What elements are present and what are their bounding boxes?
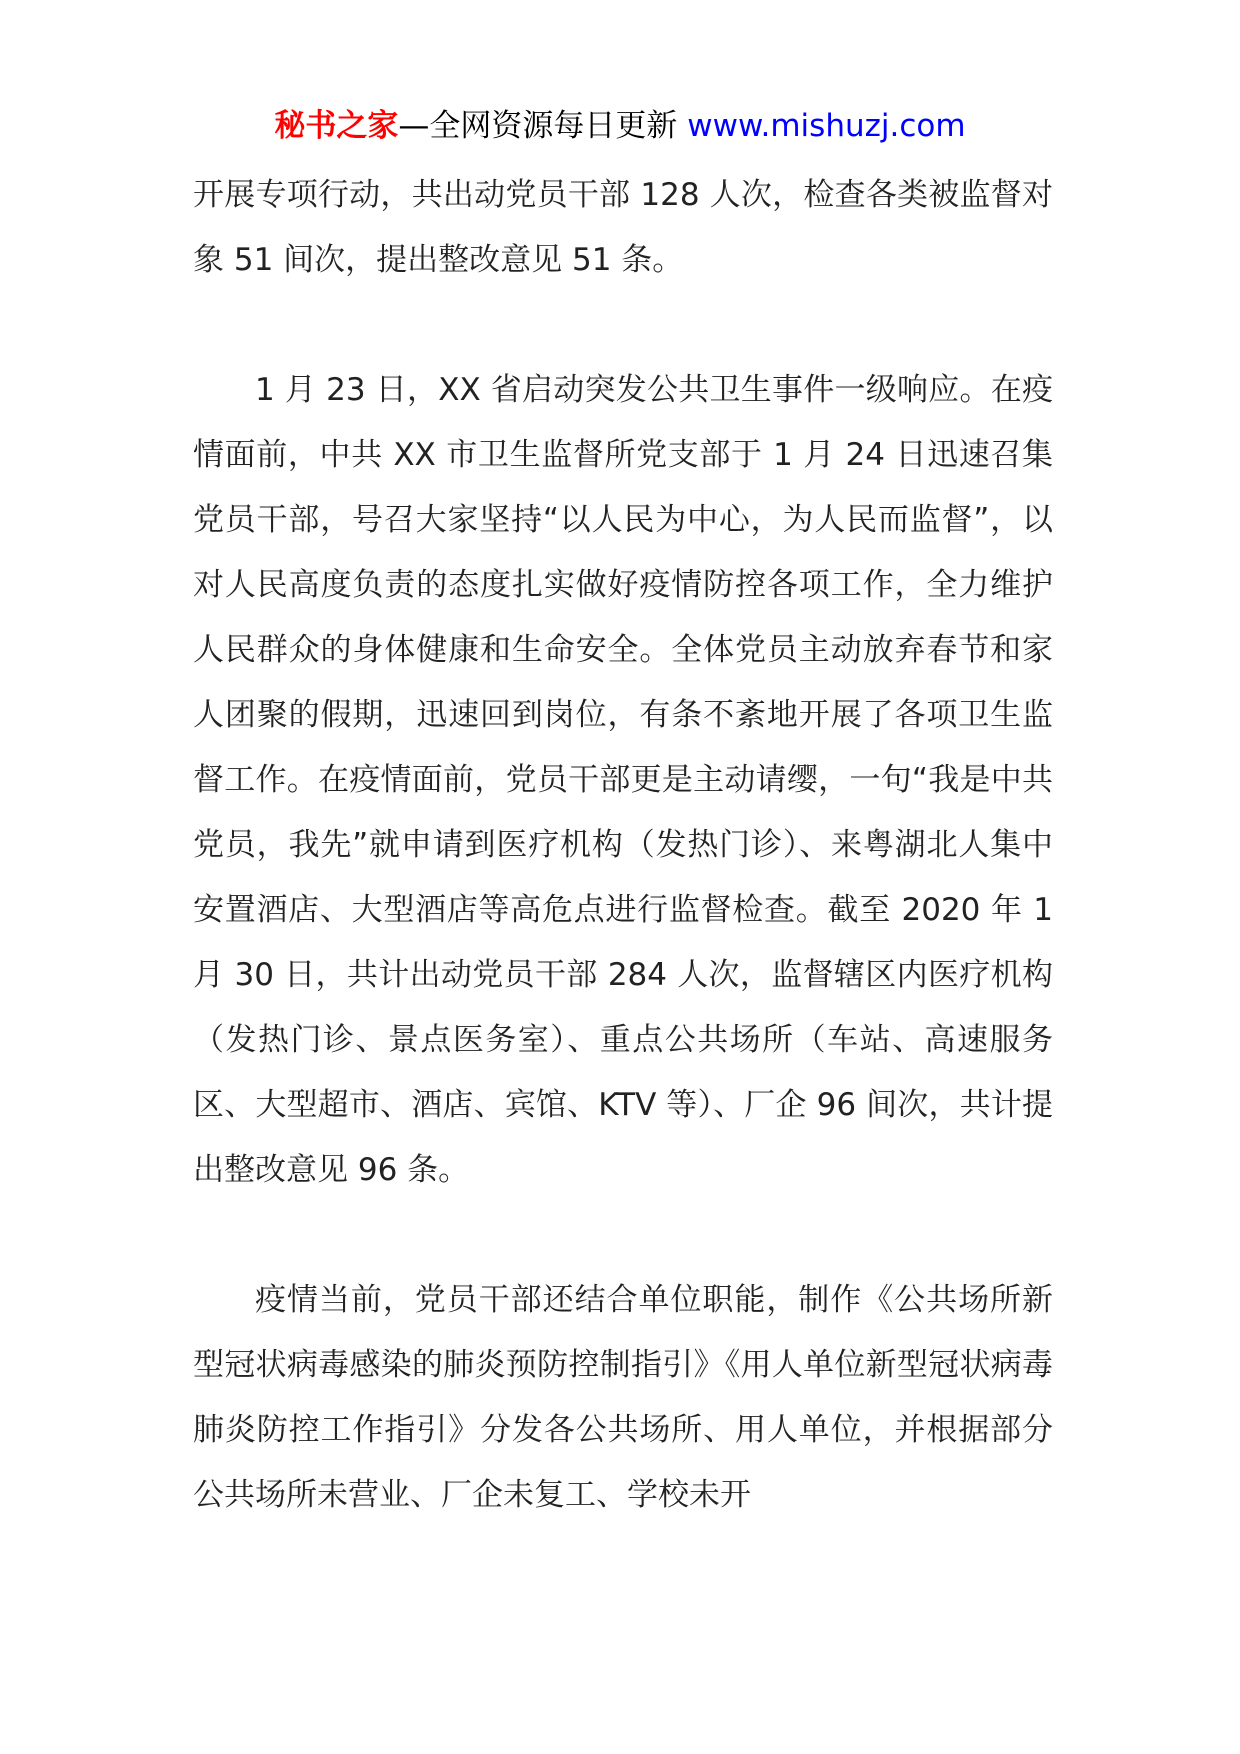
paragraph-response: 1 月 23 日，XX 省启动突发公共卫生事件一级响应。在疫情面前，中共 XX 市卫生监督所党支部于 1 月 24 日迅速召集党员干部，号召大家坚持“以人民为中心，为人民而监督”，以对人民高度负责的态度扎实做好疫情防控各项工作，全力维护人民群众的身体健康和生命安全。全体党员主动放弃春节和家人团聚的假期，迅速回到岗位，有条不紊地开展了各项卫生监督工作。在疫情面前，党员干部更是主动请缨，一句“我是中共党员，我先”就申请到医疗机构（发热门诊）、来粤湖北人集中安置酒店、大型酒店等高危点进行监督检查。截至 2020 年 1 月 30 日，共计出动党员干部 284 人次，监督辖区内医疗机构（发热门诊、景点医务室）、重点公共场所（车站、高速服务区、大型超市、酒店、宾馆、KTV 等）、厂企 96 间次，共计提出整改意见 96 条。 [193, 372, 1053, 1188]
paragraph-guidelines: 疫情当前，党员干部还结合单位职能，制作《公共场所新型冠状病毒感染的肺炎预防控制指引》《用人单位新型冠状病毒肺炎防控工作指引》分发各公共场所、用人单位，并根据部分公共场所未营业、厂企未复工、学校未开 [193, 1282, 1053, 1513]
site-brand: 秘书之家 [274, 108, 399, 144]
site-url-link[interactable]: www.mishuzj.com [687, 108, 966, 144]
page-header [0, 104, 1240, 148]
document-body [193, 163, 1053, 1528]
site-slogan: —全网资源每日更新 [398, 108, 678, 144]
paragraph-continued: 开展专项行动，共出动党员干部 128 人次，检查各类被监督对象 51 间次，提出整改意见 51 条。 [193, 177, 1053, 278]
